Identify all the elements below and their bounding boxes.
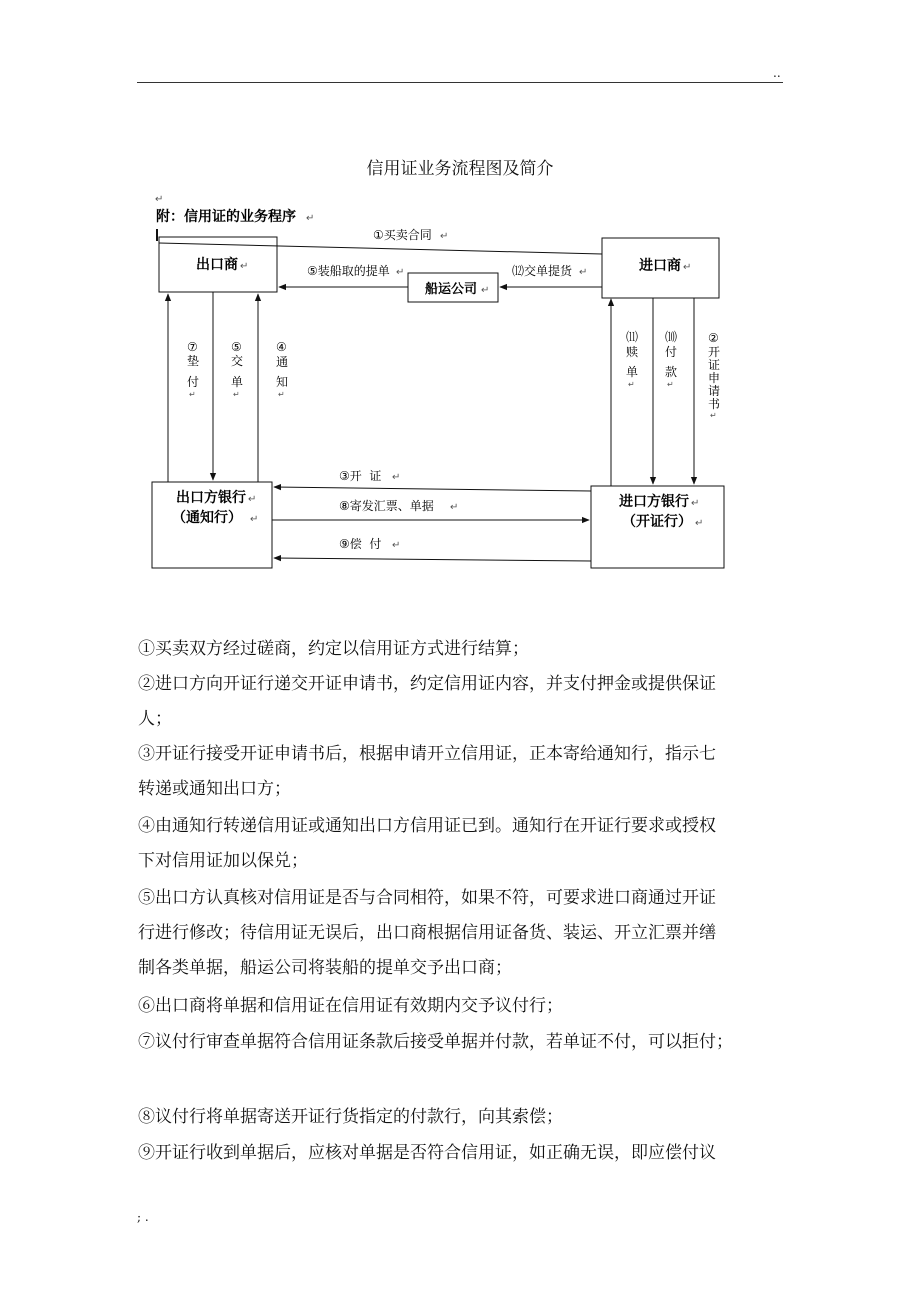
return-mark: ↵ (481, 285, 490, 296)
paragraph-step-9 (138, 1136, 788, 1171)
paragraph-step-8 (138, 1100, 788, 1135)
return-mark: ↵ (189, 390, 196, 399)
importer-bank-label-1: 进口方银行 (619, 494, 689, 510)
paragraph-line: ⑥出口商将单据和信用证在信用证有效期内交予议付行； (138, 996, 563, 1016)
paragraph-line: 下对信用证加以保兑； (138, 851, 308, 871)
return-mark: ↵ (233, 390, 240, 399)
paragraph-line: 转递或通知出口方； (138, 779, 291, 799)
return-mark: ↵ (306, 213, 315, 224)
page-title: 信用证业务流程图及简介 (366, 159, 554, 179)
edge-redeem-char: 赎 (626, 345, 639, 359)
paragraph-step-7 (138, 1025, 798, 1060)
paragraph-line: ②进口方向开证行递交开证申请书，约定信用证内容，并支付押金或提供保证 (138, 674, 716, 694)
edge-payment-num: ⑽ (665, 330, 678, 344)
edge-application-char: 申 (708, 371, 721, 385)
importer-bank-label-2: （开证行） (622, 514, 692, 530)
shipping-label: 船运公司 (425, 282, 478, 297)
edge-bill-of-lading-label: ⑤装船取的提单 (307, 264, 390, 278)
importer-label: 进口商 (639, 258, 681, 274)
edge-advance-pay-char: 垫 (187, 354, 200, 368)
paragraph-line: ④由通知行转递信用证或通知出口方信用证已到。通知行在开证行要求或授权 (138, 816, 716, 836)
footer-mark: ; . (137, 1210, 149, 1224)
paragraph-step-1 (138, 632, 788, 667)
paragraph-line: ⑤出口方认真核对信用证是否与合同相符，如果不符，可要求进口商通过开证 (138, 888, 716, 908)
edge-issue-lc-arrow (274, 487, 591, 491)
paragraph-step-4 (138, 809, 788, 879)
return-mark: ↵ (710, 411, 717, 420)
edge-contract-label: ①买卖合同 (373, 228, 432, 242)
edge-application-char: 请 (708, 384, 721, 398)
edge-application-num: ② (708, 331, 719, 345)
edge-reimburse-label: ⑨偿 付 (339, 537, 382, 551)
edge-redeem-char: 单 (626, 365, 639, 379)
header-mark: .. (773, 66, 781, 80)
edge-deliver-docs-char: 交 (231, 354, 244, 368)
exporter-label: 出口商 (196, 257, 238, 273)
exporter-bank-label-1: 出口方银行 (176, 490, 246, 506)
edge-deliver-docs-char: 单 (231, 375, 244, 389)
lc-flow-diagram (0, 0, 920, 600)
paragraph-line: ①买卖双方经过磋商，约定以信用证方式进行结算； (138, 639, 529, 659)
return-mark: ↵ (450, 502, 459, 513)
edge-advance-pay-num: ⑦ (187, 340, 198, 354)
paragraph-line: ⑦议付行审查单据符合信用证条款后接受单据并付款，若单证不付，可以拒付； (138, 1032, 733, 1052)
return-mark: ↵ (392, 472, 401, 483)
edge-pickup-label: ⑿交单提货 (512, 264, 573, 278)
edge-contract-line (159, 243, 602, 254)
edge-notify-char: 知 (276, 375, 289, 389)
paragraph-line: ⑧议付行将单据寄送开证行货指定的付款行，向其索偿； (138, 1107, 563, 1127)
return-mark: ↵ (396, 267, 405, 278)
edge-send-drafts-label: ⑧寄发汇票、单据 (339, 499, 434, 513)
return-mark: ↵ (440, 231, 449, 242)
return-mark: ↵ (683, 262, 692, 273)
edge-payment-char: 付 (665, 345, 678, 359)
edge-notify-num: ④ (276, 340, 287, 354)
return-mark: ↵ (695, 518, 704, 529)
return-mark: ↵ (250, 514, 259, 525)
diagram-caption: 附：信用证的业务程序 (156, 209, 296, 225)
paragraph-step-2 (138, 667, 788, 737)
return-mark: ↵ (155, 194, 164, 205)
return-mark: ↵ (628, 380, 635, 389)
paragraph-step-6 (138, 989, 788, 1024)
paragraph-line: 制各类单据，船运公司将装船的提单交予出口商； (138, 958, 512, 978)
edge-advance-pay-char: 付 (187, 375, 200, 389)
paragraph-line: 行进行修改；待信用证无误后，出口商根据信用证备货、装运、开立汇票并缮 (138, 923, 716, 943)
edge-application-char: 证 (708, 358, 721, 372)
edge-redeem-num: ⑾ (626, 330, 639, 344)
paragraph-line: 人； (138, 709, 172, 729)
return-mark: ↵ (691, 498, 700, 509)
edge-application-char: 书 (708, 397, 721, 411)
exporter-bank-label-2: （通知行） (172, 510, 242, 526)
paragraph-step-3 (138, 737, 788, 807)
edge-reimburse-arrow (274, 558, 591, 561)
edge-deliver-docs-num: ⑤ (231, 340, 242, 354)
return-mark: ↵ (667, 380, 674, 389)
paragraph-line: ⑨开证行收到单据后，应核对单据是否符合信用证，如正确无误，即应偿付议 (138, 1143, 716, 1163)
return-mark: ↵ (248, 494, 257, 505)
edge-payment-char: 款 (665, 365, 678, 379)
return-mark: ↵ (278, 390, 285, 399)
paragraph-line: ③开证行接受开证申请书后，根据申请开立信用证，正本寄给通知行，指示七 (138, 744, 716, 764)
edge-issue-lc-label: ③开 证 (339, 469, 382, 483)
return-mark: ↵ (579, 267, 588, 278)
return-mark: ↵ (392, 540, 401, 551)
edge-notify-char: 通 (276, 355, 289, 369)
paragraph-step-5 (138, 881, 788, 986)
edge-application-char: 开 (708, 345, 721, 359)
return-mark: ↵ (240, 261, 249, 272)
